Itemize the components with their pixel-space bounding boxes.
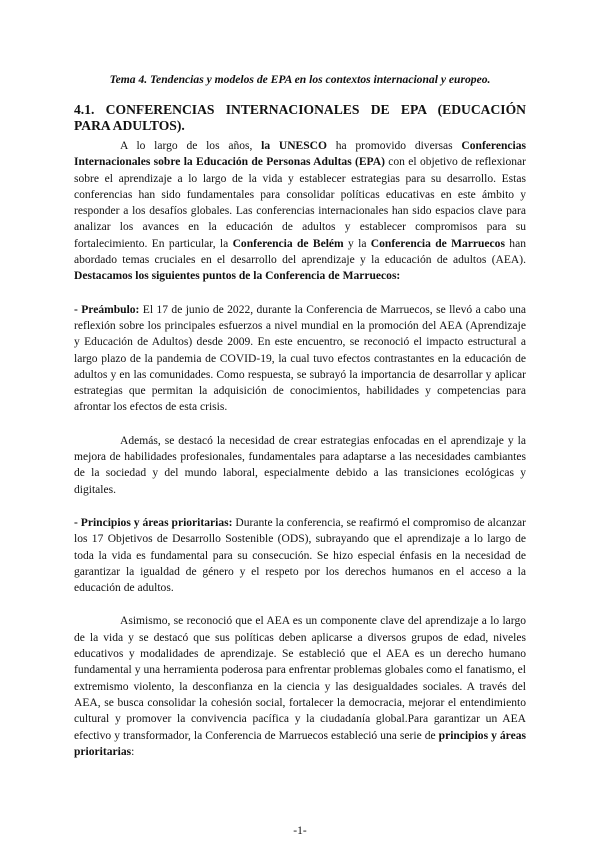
text-run: Durante la conferencia, se reafirmó el compromiso de alcanzar los 17 Objetivos de Desarrollo Sostenible (ODS), subrayando que el aprendizaje a lo largo de toda la vida es fundamental para su consecución. Se hizo especial énfasis en la necesidad de garantizar la igualdad de género y el respeto por los derechos humanos en el acceso a la educación de adultos. bbox=[74, 516, 526, 595]
paragraph-asimismo bbox=[74, 613, 526, 760]
text-run: han abordado temas cruciales en el desarrollo del aprendizaje y la educación de adultos (AEA). bbox=[74, 237, 526, 267]
bold-belem: Conferencia de Belém bbox=[232, 237, 344, 250]
bold-conferencias: Conferencias Internacionales sobre la Educación de Personas Adultas (EPA) bbox=[74, 140, 526, 169]
text-run: : bbox=[131, 745, 135, 758]
bold-preambulo-lead: - Preámbulo: bbox=[74, 303, 140, 316]
paragraph-ademas: Además, se destacó la necesidad de crear estrategias enfocadas en el aprendizaje y la mejora de habilidades profesionales, fundamentales para adaptarse a las necesidades cambiantes de la sociedad y del mundo laboral, especialmente debido a las transiciones ecológicas y digitales. bbox=[74, 434, 526, 496]
text-run: y la bbox=[343, 237, 371, 250]
text-run: A lo largo de los años, bbox=[120, 140, 262, 152]
bold-principios-areas: principios y áreas prioritarias bbox=[74, 729, 526, 758]
section-heading: 4.1. CONFERENCIAS INTERNACIONALES DE EPA (EDUCACIÓN PARA ADULTOS). bbox=[74, 102, 526, 133]
bold-destacamos: Destacamos los siguientes puntos de la Conferencia de Marruecos: bbox=[74, 270, 401, 283]
text-run: Asimismo, se reconoció que el AEA es un componente clave del aprendizaje a lo largo de la vida y se destacó que sus políticas deben aplicarse a diversos grupos de edad, niveles educativos y modalidades de aprendizaje. Se estableció que el AEA es un derecho humano fundamental y una herramienta poderosa para enfrentar problemas globales como el fanatismo, el extremismo violento, la desconfianza en la ciencia y las desigualdades sociales. A través del AEA, se busca consolidar la cohesión social, fortalecer la democracia, mejorar el entendimiento cultural y promover la convivencia pacífica y la ciudadanía global.Para garantizar un AEA efectivo y transformador, la Conferencia de Marruecos estableció una serie de bbox=[74, 615, 526, 742]
paragraph-intro bbox=[74, 138, 526, 285]
text-run: ha promovido diversas bbox=[327, 140, 462, 152]
paragraph-preambulo bbox=[74, 302, 526, 416]
text-run: con el objetivo de reflexionar sobre el aprendizaje a lo largo de la vida y establecer estrategias para su desarrollo. Estas conferencias han sido fundamentales para consolidar políticas educativas en este ámbito y responder a los desafíos globales. Las conferencias internacionales han sido espacios clave para analizar los avances en la educación de adultos y establecer compromisos para su fortalecimiento. En particular, la bbox=[74, 156, 527, 250]
bold-unesco: la UNESCO bbox=[261, 140, 327, 152]
paragraph-principios bbox=[74, 515, 526, 596]
document-page bbox=[74, 0, 526, 848]
bold-marruecos: Conferencia de Marruecos bbox=[370, 237, 505, 250]
document-body bbox=[74, 138, 526, 760]
bold-principios-lead: - Principios y áreas prioritarias: bbox=[74, 516, 233, 529]
page-number: -1- bbox=[293, 825, 307, 837]
text-run: El 17 de junio de 2022, durante la Conferencia de Marruecos, se llevó a cabo una reflexión sobre los principales esfuerzos a nivel mundial en la promoción del AEA (Aprendizaje y Educación de Adultos) desde 2009. En este encuentro, se reconoció el impacto estructural a largo plazo de la pandemia de COVID-19, la cual tuvo efectos contrastantes en la educación de adultos y en las comunidades. Como respuesta, se subrayó la importancia de desarrollar y aplicar estrategias que permitan la adquisición de conocimientos, habilidades y competencias para afrontar los efectos de esta crisis. bbox=[74, 303, 526, 414]
document-title: Tema 4. Tendencias y modelos de EPA en los contextos internacional y europeo. bbox=[109, 73, 491, 86]
